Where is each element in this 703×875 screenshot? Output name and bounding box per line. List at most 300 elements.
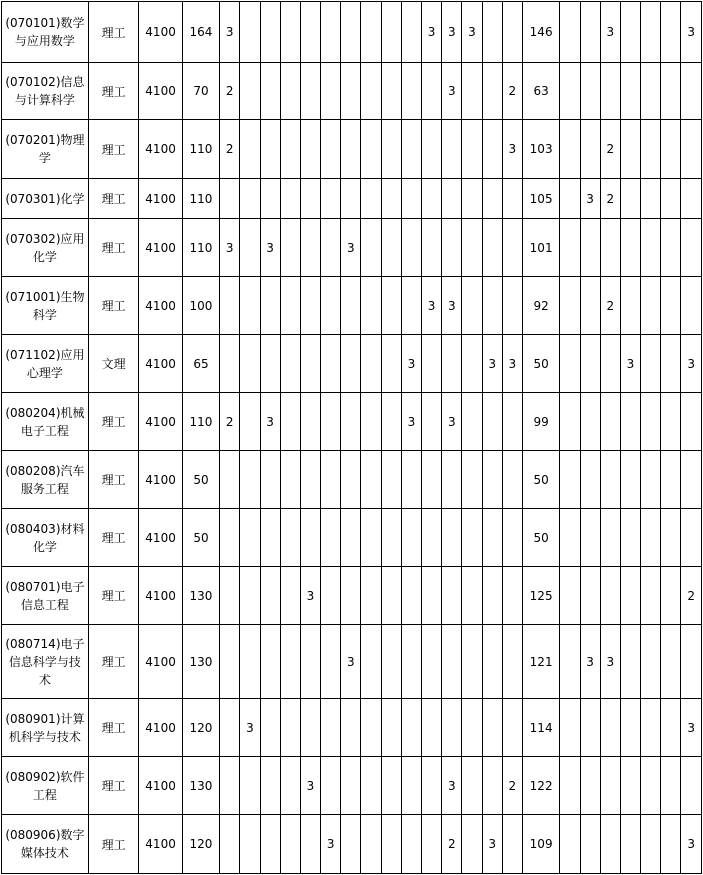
table-row bbox=[2, 120, 702, 179]
value-cell bbox=[280, 815, 300, 874]
value-cell bbox=[260, 509, 280, 567]
value-cell bbox=[580, 219, 600, 277]
value-cell bbox=[661, 699, 681, 757]
value-cell bbox=[240, 120, 260, 179]
major-name-cell: (071102)应用心理学 bbox=[2, 335, 89, 393]
value-cell bbox=[560, 63, 580, 120]
value-cell bbox=[580, 2, 600, 63]
value-cell: 3 bbox=[300, 567, 320, 625]
value-cell bbox=[300, 815, 320, 874]
value-cell bbox=[422, 625, 442, 699]
value-cell bbox=[361, 567, 381, 625]
value-cell: 2 bbox=[600, 179, 620, 219]
table-row bbox=[2, 509, 702, 567]
code-cell: 4100 bbox=[139, 120, 182, 179]
value-cell bbox=[462, 277, 482, 335]
code-cell: 4100 bbox=[139, 451, 182, 509]
value-cell: 3 bbox=[442, 2, 462, 63]
value-cell bbox=[620, 567, 640, 625]
value-cell bbox=[661, 277, 681, 335]
value-cell bbox=[280, 120, 300, 179]
value-cell bbox=[341, 699, 361, 757]
value-cell bbox=[620, 393, 640, 451]
category-cell: 理工 bbox=[88, 699, 139, 757]
value-cell bbox=[300, 219, 320, 277]
table-row bbox=[2, 277, 702, 335]
value-cell bbox=[381, 335, 401, 393]
plan-count-cell: 50 bbox=[182, 451, 219, 509]
value-cell bbox=[661, 757, 681, 815]
value-cell bbox=[620, 815, 640, 874]
value-cell bbox=[280, 625, 300, 699]
value-cell bbox=[422, 335, 442, 393]
value-cell bbox=[300, 625, 320, 699]
plan-count-cell: 110 bbox=[182, 179, 219, 219]
value-cell bbox=[422, 120, 442, 179]
value-cell bbox=[580, 567, 600, 625]
value-cell bbox=[442, 567, 462, 625]
table-row bbox=[2, 219, 702, 277]
value-cell bbox=[341, 63, 361, 120]
category-cell: 理工 bbox=[88, 567, 139, 625]
value-cell: 50 bbox=[522, 509, 559, 567]
value-cell bbox=[381, 699, 401, 757]
value-cell bbox=[220, 815, 240, 874]
value-cell bbox=[220, 757, 240, 815]
value-cell bbox=[401, 509, 421, 567]
value-cell bbox=[482, 393, 502, 451]
value-cell bbox=[260, 335, 280, 393]
value-cell bbox=[260, 625, 280, 699]
table-row bbox=[2, 393, 702, 451]
value-cell bbox=[381, 393, 401, 451]
value-cell bbox=[220, 335, 240, 393]
value-cell: 146 bbox=[522, 2, 559, 63]
value-cell bbox=[560, 335, 580, 393]
code-cell: 4100 bbox=[139, 179, 182, 219]
value-cell bbox=[422, 509, 442, 567]
value-cell: 125 bbox=[522, 567, 559, 625]
value-cell bbox=[280, 567, 300, 625]
value-cell bbox=[422, 63, 442, 120]
value-cell bbox=[300, 699, 320, 757]
value-cell: 2 bbox=[600, 120, 620, 179]
value-cell bbox=[280, 335, 300, 393]
value-cell bbox=[260, 699, 280, 757]
value-cell: 3 bbox=[462, 2, 482, 63]
value-cell bbox=[661, 451, 681, 509]
value-cell: 3 bbox=[422, 277, 442, 335]
code-cell: 4100 bbox=[139, 757, 182, 815]
value-cell bbox=[341, 179, 361, 219]
value-cell bbox=[361, 219, 381, 277]
value-cell bbox=[502, 219, 522, 277]
value-cell bbox=[280, 277, 300, 335]
category-cell: 理工 bbox=[88, 509, 139, 567]
value-cell bbox=[502, 625, 522, 699]
value-cell bbox=[321, 567, 341, 625]
value-cell bbox=[560, 625, 580, 699]
value-cell bbox=[341, 335, 361, 393]
value-cell bbox=[600, 815, 620, 874]
value-cell bbox=[280, 219, 300, 277]
major-name-cell: (080902)软件工程 bbox=[2, 757, 89, 815]
value-cell: 3 bbox=[681, 2, 702, 63]
value-cell bbox=[260, 757, 280, 815]
value-cell bbox=[321, 393, 341, 451]
value-cell bbox=[462, 815, 482, 874]
value-cell: 3 bbox=[681, 815, 702, 874]
value-cell: 3 bbox=[260, 393, 280, 451]
value-cell bbox=[502, 277, 522, 335]
table-row bbox=[2, 699, 702, 757]
value-cell bbox=[600, 567, 620, 625]
table-row bbox=[2, 451, 702, 509]
value-cell bbox=[401, 451, 421, 509]
value-cell bbox=[600, 509, 620, 567]
value-cell bbox=[641, 63, 661, 120]
value-cell bbox=[502, 2, 522, 63]
category-cell: 理工 bbox=[88, 63, 139, 120]
value-cell bbox=[482, 625, 502, 699]
value-cell bbox=[361, 757, 381, 815]
value-cell bbox=[462, 567, 482, 625]
category-cell: 理工 bbox=[88, 219, 139, 277]
value-cell bbox=[422, 815, 442, 874]
value-cell: 3 bbox=[321, 815, 341, 874]
value-cell bbox=[422, 567, 442, 625]
value-cell bbox=[401, 567, 421, 625]
plan-count-cell: 130 bbox=[182, 757, 219, 815]
value-cell bbox=[341, 120, 361, 179]
value-cell: 3 bbox=[260, 219, 280, 277]
value-cell bbox=[240, 179, 260, 219]
value-cell bbox=[341, 567, 361, 625]
value-cell bbox=[321, 625, 341, 699]
code-cell: 4100 bbox=[139, 815, 182, 874]
enrollment-table bbox=[1, 1, 702, 874]
value-cell bbox=[641, 2, 661, 63]
value-cell bbox=[220, 567, 240, 625]
value-cell: 121 bbox=[522, 625, 559, 699]
value-cell bbox=[681, 219, 702, 277]
value-cell bbox=[300, 335, 320, 393]
table-row bbox=[2, 2, 702, 63]
value-cell bbox=[361, 277, 381, 335]
value-cell bbox=[422, 179, 442, 219]
value-cell bbox=[280, 509, 300, 567]
value-cell bbox=[681, 179, 702, 219]
value-cell bbox=[462, 699, 482, 757]
value-cell bbox=[422, 393, 442, 451]
value-cell bbox=[361, 120, 381, 179]
value-cell bbox=[482, 219, 502, 277]
value-cell bbox=[482, 277, 502, 335]
value-cell bbox=[442, 699, 462, 757]
major-name-cell: (080204)机械电子工程 bbox=[2, 393, 89, 451]
value-cell bbox=[620, 451, 640, 509]
plan-count-cell: 164 bbox=[182, 2, 219, 63]
value-cell bbox=[300, 451, 320, 509]
table-row bbox=[2, 757, 702, 815]
value-cell bbox=[580, 757, 600, 815]
value-cell bbox=[580, 335, 600, 393]
value-cell bbox=[280, 2, 300, 63]
value-cell bbox=[401, 179, 421, 219]
value-cell bbox=[280, 179, 300, 219]
value-cell bbox=[580, 509, 600, 567]
value-cell bbox=[661, 179, 681, 219]
value-cell bbox=[502, 451, 522, 509]
value-cell bbox=[341, 393, 361, 451]
value-cell bbox=[482, 699, 502, 757]
value-cell bbox=[442, 179, 462, 219]
value-cell bbox=[361, 63, 381, 120]
major-name-cell: (070102)信息与计算科学 bbox=[2, 63, 89, 120]
value-cell bbox=[442, 625, 462, 699]
value-cell: 3 bbox=[482, 335, 502, 393]
value-cell bbox=[482, 2, 502, 63]
value-cell: 3 bbox=[341, 219, 361, 277]
code-cell: 4100 bbox=[139, 277, 182, 335]
value-cell bbox=[260, 451, 280, 509]
value-cell: 63 bbox=[522, 63, 559, 120]
value-cell bbox=[361, 2, 381, 63]
value-cell bbox=[560, 393, 580, 451]
code-cell: 4100 bbox=[139, 699, 182, 757]
value-cell: 2 bbox=[681, 567, 702, 625]
value-cell bbox=[300, 277, 320, 335]
table-row bbox=[2, 179, 702, 219]
major-name-cell: (070101)数学与应用数学 bbox=[2, 2, 89, 63]
value-cell bbox=[641, 393, 661, 451]
value-cell: 3 bbox=[422, 2, 442, 63]
value-cell bbox=[681, 120, 702, 179]
value-cell bbox=[620, 2, 640, 63]
value-cell bbox=[681, 63, 702, 120]
value-cell bbox=[240, 815, 260, 874]
value-cell bbox=[401, 219, 421, 277]
value-cell bbox=[681, 509, 702, 567]
value-cell bbox=[482, 509, 502, 567]
value-cell bbox=[641, 120, 661, 179]
major-name-cell: (080701)电子信息工程 bbox=[2, 567, 89, 625]
value-cell: 3 bbox=[240, 699, 260, 757]
category-cell: 文理 bbox=[88, 335, 139, 393]
value-cell bbox=[240, 509, 260, 567]
value-cell bbox=[462, 335, 482, 393]
major-name-cell: (070302)应用化学 bbox=[2, 219, 89, 277]
value-cell bbox=[620, 699, 640, 757]
value-cell: 2 bbox=[220, 120, 240, 179]
value-cell bbox=[462, 393, 482, 451]
value-cell bbox=[442, 335, 462, 393]
value-cell bbox=[442, 509, 462, 567]
value-cell bbox=[482, 451, 502, 509]
code-cell: 4100 bbox=[139, 219, 182, 277]
value-cell: 122 bbox=[522, 757, 559, 815]
value-cell bbox=[220, 179, 240, 219]
value-cell bbox=[300, 120, 320, 179]
value-cell: 50 bbox=[522, 335, 559, 393]
value-cell bbox=[381, 219, 401, 277]
value-cell bbox=[260, 2, 280, 63]
value-cell bbox=[641, 757, 661, 815]
value-cell bbox=[620, 277, 640, 335]
value-cell bbox=[482, 120, 502, 179]
value-cell bbox=[462, 625, 482, 699]
category-cell: 理工 bbox=[88, 393, 139, 451]
value-cell bbox=[381, 815, 401, 874]
value-cell: 2 bbox=[220, 393, 240, 451]
code-cell: 4100 bbox=[139, 567, 182, 625]
table-row bbox=[2, 567, 702, 625]
value-cell bbox=[260, 277, 280, 335]
value-cell bbox=[361, 625, 381, 699]
value-cell bbox=[482, 63, 502, 120]
value-cell bbox=[260, 120, 280, 179]
value-cell bbox=[341, 757, 361, 815]
value-cell bbox=[681, 625, 702, 699]
value-cell bbox=[401, 120, 421, 179]
value-cell bbox=[381, 757, 401, 815]
value-cell bbox=[681, 277, 702, 335]
category-cell: 理工 bbox=[88, 179, 139, 219]
value-cell bbox=[641, 335, 661, 393]
value-cell bbox=[381, 2, 401, 63]
value-cell bbox=[300, 179, 320, 219]
code-cell: 4100 bbox=[139, 509, 182, 567]
value-cell bbox=[641, 815, 661, 874]
value-cell bbox=[442, 451, 462, 509]
value-cell: 3 bbox=[442, 393, 462, 451]
value-cell bbox=[442, 219, 462, 277]
value-cell bbox=[661, 625, 681, 699]
plan-count-cell: 110 bbox=[182, 219, 219, 277]
value-cell bbox=[600, 219, 620, 277]
value-cell bbox=[560, 2, 580, 63]
value-cell bbox=[502, 815, 522, 874]
value-cell bbox=[641, 451, 661, 509]
value-cell bbox=[240, 2, 260, 63]
value-cell bbox=[321, 335, 341, 393]
value-cell bbox=[220, 625, 240, 699]
value-cell bbox=[401, 757, 421, 815]
enrollment-table-body bbox=[2, 2, 702, 874]
value-cell bbox=[641, 625, 661, 699]
plan-count-cell: 110 bbox=[182, 120, 219, 179]
value-cell bbox=[462, 179, 482, 219]
value-cell: 3 bbox=[220, 2, 240, 63]
value-cell bbox=[661, 815, 681, 874]
plan-count-cell: 100 bbox=[182, 277, 219, 335]
value-cell bbox=[442, 120, 462, 179]
value-cell bbox=[381, 567, 401, 625]
value-cell bbox=[341, 277, 361, 335]
value-cell bbox=[681, 393, 702, 451]
major-name-cell: (080714)电子信息科学与技术 bbox=[2, 625, 89, 699]
value-cell: 92 bbox=[522, 277, 559, 335]
value-cell: 2 bbox=[502, 757, 522, 815]
value-cell: 103 bbox=[522, 120, 559, 179]
major-name-cell: (070201)物理学 bbox=[2, 120, 89, 179]
value-cell bbox=[321, 757, 341, 815]
value-cell bbox=[341, 2, 361, 63]
value-cell bbox=[422, 451, 442, 509]
value-cell bbox=[361, 335, 381, 393]
value-cell bbox=[422, 757, 442, 815]
value-cell bbox=[661, 219, 681, 277]
value-cell bbox=[240, 277, 260, 335]
value-cell bbox=[641, 567, 661, 625]
value-cell bbox=[361, 393, 381, 451]
value-cell: 3 bbox=[580, 625, 600, 699]
plan-count-cell: 65 bbox=[182, 335, 219, 393]
value-cell: 3 bbox=[681, 335, 702, 393]
table-row bbox=[2, 815, 702, 874]
value-cell bbox=[260, 567, 280, 625]
value-cell bbox=[220, 277, 240, 335]
value-cell bbox=[300, 393, 320, 451]
value-cell: 105 bbox=[522, 179, 559, 219]
value-cell bbox=[361, 179, 381, 219]
category-cell: 理工 bbox=[88, 451, 139, 509]
value-cell bbox=[502, 393, 522, 451]
value-cell bbox=[280, 757, 300, 815]
value-cell bbox=[560, 509, 580, 567]
value-cell bbox=[321, 120, 341, 179]
value-cell bbox=[462, 757, 482, 815]
value-cell bbox=[580, 277, 600, 335]
value-cell bbox=[280, 451, 300, 509]
category-cell: 理工 bbox=[88, 757, 139, 815]
plan-count-cell: 110 bbox=[182, 393, 219, 451]
value-cell: 2 bbox=[220, 63, 240, 120]
value-cell bbox=[321, 451, 341, 509]
value-cell: 3 bbox=[502, 120, 522, 179]
value-cell bbox=[620, 120, 640, 179]
value-cell bbox=[620, 63, 640, 120]
value-cell bbox=[361, 451, 381, 509]
value-cell bbox=[620, 625, 640, 699]
value-cell bbox=[560, 451, 580, 509]
value-cell bbox=[462, 451, 482, 509]
value-cell bbox=[641, 509, 661, 567]
value-cell bbox=[321, 509, 341, 567]
value-cell bbox=[661, 509, 681, 567]
value-cell: 50 bbox=[522, 451, 559, 509]
value-cell bbox=[661, 2, 681, 63]
value-cell: 3 bbox=[220, 219, 240, 277]
plan-count-cell: 130 bbox=[182, 625, 219, 699]
value-cell bbox=[462, 509, 482, 567]
value-cell: 101 bbox=[522, 219, 559, 277]
code-cell: 4100 bbox=[139, 63, 182, 120]
value-cell: 3 bbox=[600, 2, 620, 63]
value-cell bbox=[381, 277, 401, 335]
value-cell bbox=[280, 699, 300, 757]
value-cell bbox=[620, 179, 640, 219]
value-cell bbox=[600, 335, 620, 393]
value-cell bbox=[600, 63, 620, 120]
value-cell bbox=[661, 393, 681, 451]
value-cell bbox=[381, 509, 401, 567]
value-cell: 3 bbox=[681, 699, 702, 757]
value-cell: 3 bbox=[502, 335, 522, 393]
value-cell bbox=[401, 2, 421, 63]
value-cell bbox=[401, 63, 421, 120]
value-cell bbox=[600, 393, 620, 451]
